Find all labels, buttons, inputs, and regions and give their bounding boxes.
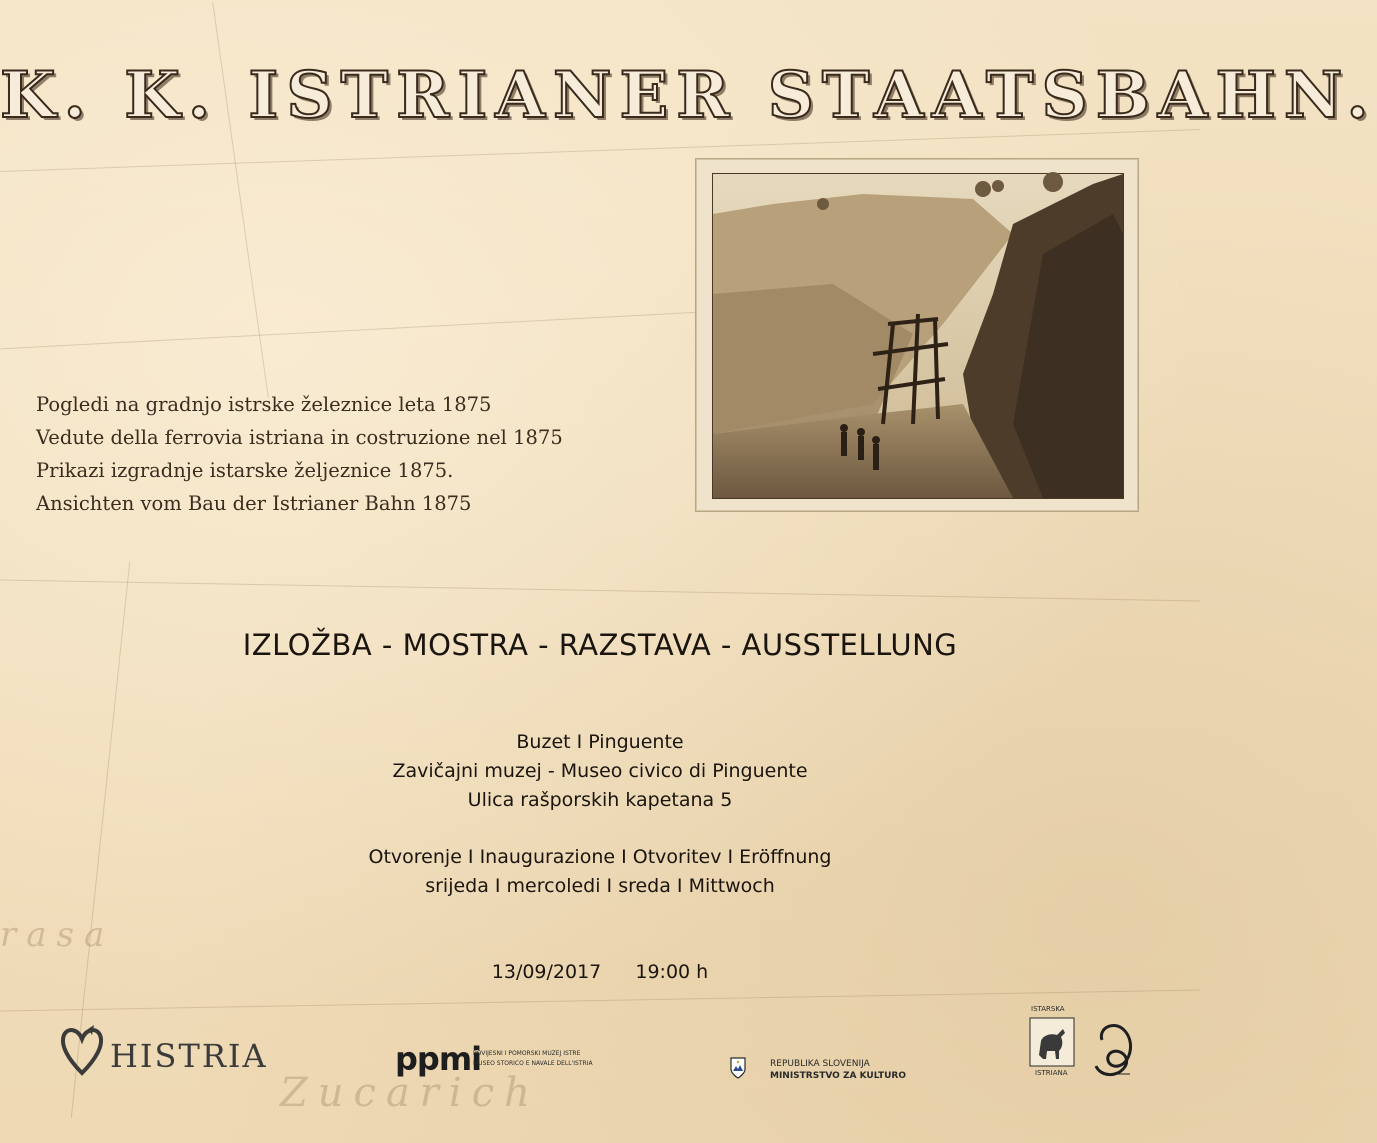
caption-german: Ansichten vom Bau der Istrianer Bahn 1875 [36, 492, 472, 515]
caption-slovenian: Pogledi na gradnjo istrske železnice leta 1875 [36, 393, 492, 416]
logo-knot [1090, 1022, 1146, 1082]
caption-croatian: Prikazi izgradnje istarske željeznice 1875. [36, 459, 454, 482]
caption-italian: Vedute della ferrovia istriana in costruzione nel 1875 [36, 426, 563, 449]
venue-town: Buzet I Pinguente [516, 731, 684, 753]
ministry-line-2: MINISTRSTVO ZA KULTURO [770, 1071, 906, 1081]
histria-wordmark: HISTRIA [110, 1037, 268, 1075]
ppmi-subtext: POVIJESNI I POMORSKI MUZEJ ISTRE [473, 1050, 581, 1057]
poster-title: K. K. ISTRIANER STAATSBAHN. [0, 58, 1377, 133]
construction-photo [712, 173, 1124, 499]
ministry-line-1: REPUBLIKA SLOVENIJA [770, 1059, 870, 1069]
map-label-zucarich: Zucarich [280, 1070, 540, 1116]
slovenia-coat-of-arms-icon [730, 1057, 746, 1079]
construction-photo-image [713, 174, 1123, 498]
logo-ppmi [395, 1040, 625, 1086]
datetime-block [0, 958, 1200, 987]
logo-histria [58, 1025, 278, 1080]
istria-region-top-label: ISTARSKA [1031, 1005, 1065, 1013]
logo-istria-region [1025, 1005, 1085, 1085]
opening-time: 19:00 h [635, 961, 709, 983]
venue-museum: Zavičajni muzej - Museo civico di Pinguente [392, 760, 808, 782]
photo-frame [695, 158, 1139, 512]
ppmi-wordmark: ppmi [395, 1040, 482, 1078]
caption-block [36, 388, 563, 520]
histria-heart-icon [58, 1025, 110, 1080]
goat-crest-icon [1029, 1017, 1075, 1067]
map-label-rasa: rasa [0, 915, 115, 955]
opening-date: 13/09/2017 [491, 961, 602, 983]
opening-block [0, 843, 1200, 901]
ppmi-subtext-2: MUSEO STORICO E NAVALE DELL'ISTRIA [473, 1060, 593, 1067]
opening-label: Otvorenje I Inaugurazione I Otvoritev I Eröffnung [368, 846, 832, 868]
exhibition-headline: IZLOŽBA - MOSTRA - RAZSTAVA - AUSSTELLUNG [242, 628, 958, 662]
venue-block [0, 728, 1200, 815]
venue-address: Ulica rašporskih kapetana 5 [467, 789, 733, 811]
logo-ministry [730, 1055, 930, 1085]
opening-day: srijeda I mercoledi I sreda I Mittwoch [425, 875, 775, 897]
knot-symbol-icon [1090, 1022, 1140, 1080]
istria-region-bottom-label: ISTRIANA [1035, 1069, 1068, 1077]
